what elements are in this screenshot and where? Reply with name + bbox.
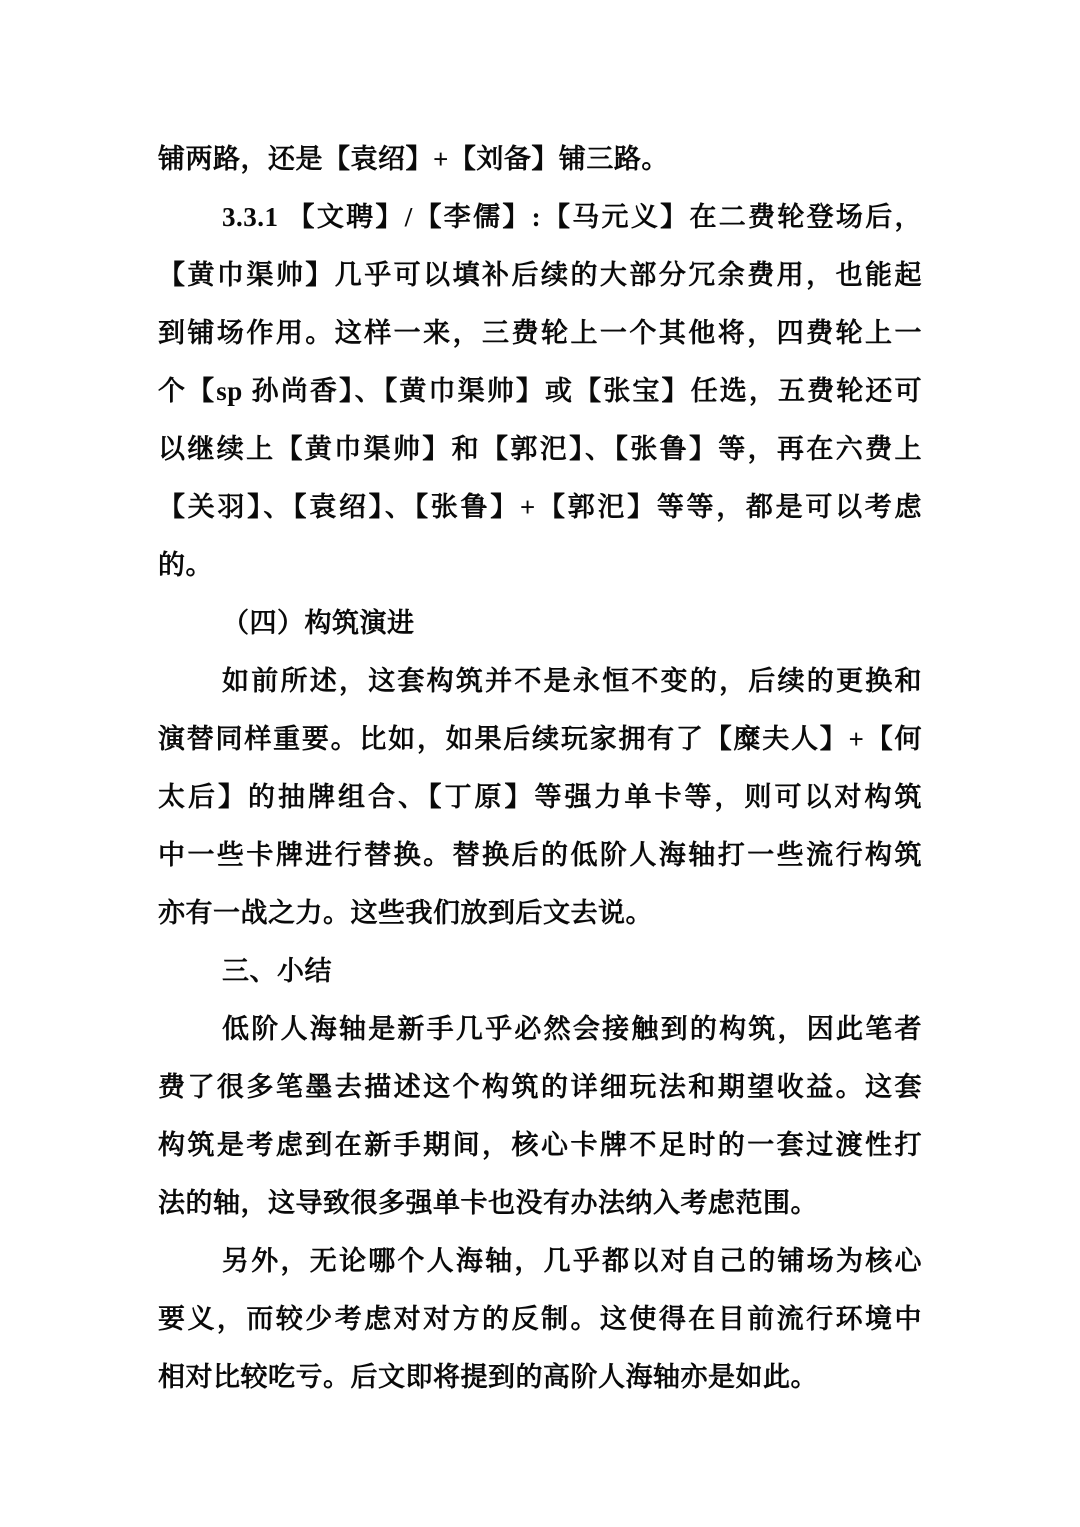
text-line: 到铺场作用。这样一来，三费轮上一个其他将，四费轮上一 bbox=[158, 318, 922, 348]
document-page bbox=[158, 130, 922, 1406]
text-line: 的。 bbox=[158, 550, 213, 580]
heading-line: 三、小结 bbox=[222, 956, 332, 986]
section-heading bbox=[158, 942, 922, 1000]
text-line: 太后】的抽牌组合、【丁原】等强力单卡等，则可以对构筑 bbox=[158, 782, 922, 812]
text-line: 法的轴，这导致很多强单卡也没有办法纳入考虑范围。 bbox=[158, 1188, 818, 1218]
text-line: 相对比较吃亏。后文即将提到的高阶人海轴亦是如此。 bbox=[158, 1362, 818, 1392]
text-line: 另外，无论哪个人海轴，几乎都以对自己的铺场为核心 bbox=[222, 1246, 922, 1276]
text-line: 构筑是考虑到在新手期间，核心卡牌不足时的一套过渡性打 bbox=[158, 1130, 922, 1160]
text-line: 以继续上【黄巾渠帅】和【郭汜】、【张鲁】等，再在六费上 bbox=[158, 434, 922, 464]
heading-line: （四）构筑演进 bbox=[222, 608, 415, 638]
section-heading bbox=[158, 594, 922, 652]
text-line: 演替同样重要。比如，如果后续玩家拥有了【糜夫人】+【何 bbox=[158, 724, 922, 754]
text-line: 【关羽】、【袁绍】、【张鲁】+【郭汜】等等，都是可以考虑 bbox=[158, 492, 922, 522]
paragraph bbox=[158, 130, 922, 188]
text-line: 亦有一战之力。这些我们放到后文去说。 bbox=[158, 898, 653, 928]
text-line: 费了很多笔墨去描述这个构筑的详细玩法和期望收益。这套 bbox=[158, 1072, 922, 1102]
text-line: 铺两路，还是【袁绍】+【刘备】铺三路。 bbox=[158, 144, 669, 174]
text-line: 中一些卡牌进行替换。替换后的低阶人海轴打一些流行构筑 bbox=[158, 840, 922, 870]
text-line: 低阶人海轴是新手几乎必然会接触到的构筑，因此笔者 bbox=[222, 1014, 922, 1044]
paragraph bbox=[158, 1000, 922, 1232]
text-line: 要义，而较少考虑对对方的反制。这使得在目前流行环境中 bbox=[158, 1304, 922, 1334]
paragraph bbox=[158, 1232, 922, 1406]
paragraph bbox=[158, 188, 922, 594]
text-line: 【黄巾渠帅】几乎可以填补后续的大部分冗余费用，也能起 bbox=[158, 260, 922, 290]
text-line: 个【sp 孙尚香】、【黄巾渠帅】或【张宝】任选，五费轮还可 bbox=[158, 376, 922, 406]
text-line: 如前所述，这套构筑并不是永恒不变的，后续的更换和 bbox=[222, 666, 922, 696]
text-line: 3.3.1 【文聘】/【李儒】:【马元义】在二费轮登场后， bbox=[222, 202, 922, 232]
paragraph bbox=[158, 652, 922, 942]
